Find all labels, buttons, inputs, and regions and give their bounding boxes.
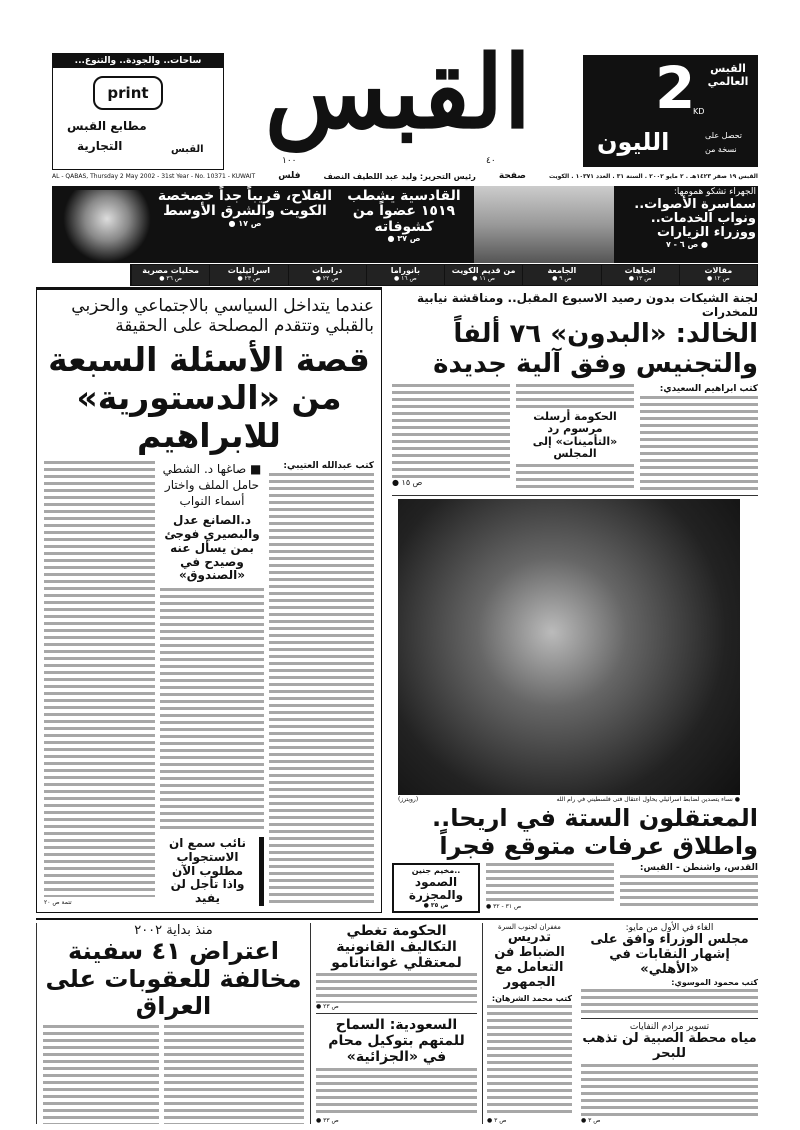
landfill-headline[interactable]: مياه محطة الصبية لن تذهب للبحر — [582, 1030, 757, 1061]
questions-box-1: ■ صاغها د. الشطي حامل الملف واختار أسماء النواب — [162, 461, 262, 508]
saudi-page: ● ص ٣٣ — [316, 1117, 339, 1124]
landfill-body — [581, 1064, 758, 1117]
ad-2kd-box[interactable] — [583, 55, 758, 167]
promo-3-page: ● ص ٦ - ٧ — [666, 239, 708, 249]
ships-column — [36, 923, 310, 1124]
ad-banner: ...ساحات.. والجودة.. والتنوع — [53, 54, 223, 68]
promo-strip — [52, 186, 758, 263]
promo-2-title: القادسية يشطب ١٥١٩ عضواً من كشوفاته — [347, 188, 461, 235]
questions-box-3: نائب سمع ان الاستجواب مطلوب الآن واذا تأجل لن يفيد — [160, 837, 264, 906]
questions-box-2: د.الصانع عدل والبصيري فوجئ بمن يسأل عنه وصيدح في «الصندوق» — [164, 513, 260, 583]
saudi-body — [316, 1068, 477, 1117]
editor-line: رئيس التحرير: وليد عبد اللطيف النصف — [323, 171, 476, 181]
guantanamo-column — [310, 923, 482, 1124]
ad-line2: نسخة من — [705, 145, 737, 154]
jericho-page-ref: ● ص ٣١ - ٣٢ — [486, 903, 522, 911]
photo-caption: ● نساء يتصدين لضابط اسرائيلي يحاول اعتقال فتى فلسطيني في رام الله — [556, 796, 740, 804]
saudi-headline[interactable]: السعودية: السماح للمتهم بتوكيل محام في «الجزائية» — [328, 1017, 465, 1066]
guantanamo-body — [316, 973, 477, 1003]
lead-body-col2b — [516, 464, 634, 488]
promo-1[interactable] — [156, 189, 334, 229]
promo-3[interactable] — [618, 188, 756, 250]
officers-page: ● ص ٣ — [487, 1117, 507, 1124]
questions-byline: كتب عبدالله العتيبي: — [283, 460, 374, 471]
divider — [316, 1013, 477, 1014]
lead-col-3 — [392, 384, 510, 492]
caption-row — [398, 796, 740, 803]
questions-body-col2 — [160, 588, 264, 832]
officers-headline[interactable]: تدريس الضباط فن التعامل مع الجمهور — [494, 930, 565, 990]
unions-byline: كتب محمود الموسوي: — [671, 977, 758, 987]
guantanamo-page: ● ص ٢٣ — [316, 1003, 339, 1011]
officers-body — [487, 1005, 572, 1117]
unions-headline[interactable]: مجلس الوزراء وافق على إشهار النقابات في «الأهلي» — [590, 932, 749, 977]
jenin-kicker: مخيم جنين.. — [411, 866, 461, 876]
promo-3-kicker: الجهراء تشكو همومها: — [673, 187, 756, 197]
questions-continued: تتمة ص ٢٠ — [44, 899, 72, 906]
guantanamo-headline[interactable]: الحكومة تغطي التكاليف القانونية لمعتقلي غوانتانامو — [331, 923, 462, 972]
jericho-body-col2 — [486, 863, 614, 903]
lead-body-col2a — [516, 384, 634, 408]
landfill-kicker: تسوير مرادم النفايات — [629, 1021, 710, 1032]
right-column — [392, 291, 758, 913]
lead-headline-1[interactable]: الخالد: «البدون» ٧٦ ألفاً — [453, 318, 758, 349]
index-item[interactable]: دراسات ● ص ٢٢ — [288, 265, 366, 285]
ad-print-box[interactable] — [52, 53, 224, 170]
questions-body-col1 — [269, 473, 374, 906]
promo-3-title: سماسرة الأصوات.. ونواب الخدمات.. ووزراء الزيارات — [634, 196, 756, 241]
questions-box — [36, 287, 382, 913]
index-item[interactable]: بانوراما ● ص ١٦ — [366, 265, 444, 285]
ad-product: الليون — [597, 128, 670, 156]
photo-credit: (رويترز) — [398, 796, 419, 804]
questions-body-row — [44, 461, 374, 906]
ad-brand: القبس — [171, 144, 204, 155]
jenin-page: ● ص ٣٥ — [423, 902, 449, 910]
promo-1-page: ● ص ١٧ — [228, 218, 262, 228]
unions-column — [576, 923, 758, 1124]
ships-body-col2 — [43, 1025, 159, 1124]
lead-kicker: لجنة الشيكات بدون رصيد الاسبوع المقبل.. ومناقشة نيابية للمخدرات — [416, 291, 758, 320]
questions-col-3 — [44, 461, 155, 906]
bottom-strip — [36, 918, 758, 1124]
jenin-title-1: الصمود — [414, 874, 458, 889]
lead-body-col1 — [640, 396, 758, 492]
questions-col-1 — [269, 461, 374, 906]
officers-byline: كتب محمد الشرهان: — [491, 993, 572, 1003]
ships-body-row — [43, 1025, 304, 1124]
index-item[interactable]: محليات مصرية ● ص ٣٦ — [131, 265, 209, 285]
ad-line1: تحصل على — [705, 131, 743, 140]
promo-2[interactable] — [340, 189, 468, 244]
ad-name1: مطابع القبس — [67, 119, 147, 133]
ad-bubble: print — [93, 76, 163, 110]
questions-headline-1[interactable]: قصة الأسئلة السبعة — [48, 339, 370, 379]
questions-kicker-2: بالقبلي وتتقدم المصلحة على الحقيقة — [115, 316, 374, 337]
questions-col-2 — [160, 461, 264, 906]
officers-column — [482, 923, 576, 1124]
lead-subhead: الحكومة أرسلت مرسوم رد «التأمينات» إلى المجلس — [532, 409, 618, 461]
jericho-body-col1 — [620, 875, 758, 909]
jericho-col-2 — [486, 863, 614, 913]
promo-portrait — [62, 190, 152, 262]
questions-kicker-1: عندما يتداخل السياسي بالاجتماعي والحزبي — [71, 296, 374, 316]
dateline-row — [52, 171, 758, 181]
price-unit: فلس — [278, 171, 301, 181]
jericho-headline-1[interactable]: المعتقلون الستة في اريحا.. — [432, 804, 758, 833]
promo-2-page: ● ص ٣٧ — [387, 234, 421, 244]
english-dateline: AL - QABAS, Thursday 2 May 2002 - 31st Year - No. 10371 - KUWAIT — [52, 172, 256, 180]
pages-value: ٤٠ — [486, 156, 496, 166]
ships-body-col1 — [164, 1025, 304, 1124]
lead-body-row — [392, 384, 758, 492]
promo-1-title: الفلاح، قريباً جداً خصخصة الكويت والشرق الأوسط — [157, 188, 333, 220]
lead-body-col3 — [392, 384, 510, 478]
questions-headline-2[interactable]: من «الدستورية» للابراهيم — [76, 377, 342, 455]
news-photo[interactable] — [398, 499, 740, 796]
lead-page-ref: ● ص ١٥ — [392, 477, 423, 487]
lead-col-2 — [516, 384, 634, 492]
ad-currency: KD — [693, 107, 705, 116]
section-index — [130, 264, 758, 286]
masthead-logo: القبس — [264, 33, 532, 151]
divider — [392, 495, 758, 496]
divider — [581, 1018, 758, 1019]
index-item[interactable]: مقالات ● ص ١٢ — [679, 265, 757, 285]
lead-headline-2[interactable]: والتجنيس وفق آلية جديدة — [433, 348, 758, 379]
lead-col-1 — [640, 384, 758, 492]
questions-body-col3 — [44, 461, 155, 897]
jericho-col-1 — [620, 863, 758, 913]
jenin-box[interactable] — [392, 863, 480, 913]
index-item[interactable]: اتجاهات ● ص ١٣ — [601, 265, 679, 285]
officers-kicker: مغفران لجنوب السرة — [498, 923, 561, 931]
index-item[interactable]: من قديم الكويت ● ص ١١ — [444, 265, 522, 285]
ad-name2: التجارية — [77, 139, 123, 153]
pages-unit: صفحة — [498, 171, 526, 181]
unions-kicker: الغاء في الأول من مايو: — [625, 923, 714, 933]
ad-amount: 2 — [655, 54, 696, 122]
jenin-title-2: والمجزرة — [408, 888, 464, 903]
promo-meeting-photo — [474, 186, 614, 263]
price-value: ١٠٠ — [282, 156, 297, 166]
ships-kicker: منذ بداية ٢٠٠٢ — [134, 923, 213, 938]
landfill-page: ● ص ٣ — [581, 1117, 601, 1124]
arabic-dateline: القبس ١٩ صفر ١٤٢٣هـ . ٢ مايو ٢٠٠٢ . السنة ٣١ . العدد ١٠٣٧١ . الكويت — [549, 172, 758, 180]
unions-body — [581, 989, 758, 1015]
jericho-headline-2[interactable]: واطلاق عرفات متوقع فجراً — [439, 831, 758, 860]
ships-headline[interactable]: اعتراض ٤١ سفينة مخالفة للعقوبات على العراق — [45, 937, 302, 1021]
index-item[interactable]: اسرائيليات ● ص ٢٣ — [209, 265, 287, 285]
lead-byline: كتب ابراهيم السعيدي: — [659, 383, 758, 394]
ad-brand-right: القبس العالمي — [707, 62, 749, 88]
jericho-byline: القدس، واشنطن - القبس: — [639, 863, 758, 874]
index-item[interactable]: الجامعة ● ص ٩ — [522, 265, 600, 285]
jericho-body-row — [392, 863, 758, 913]
